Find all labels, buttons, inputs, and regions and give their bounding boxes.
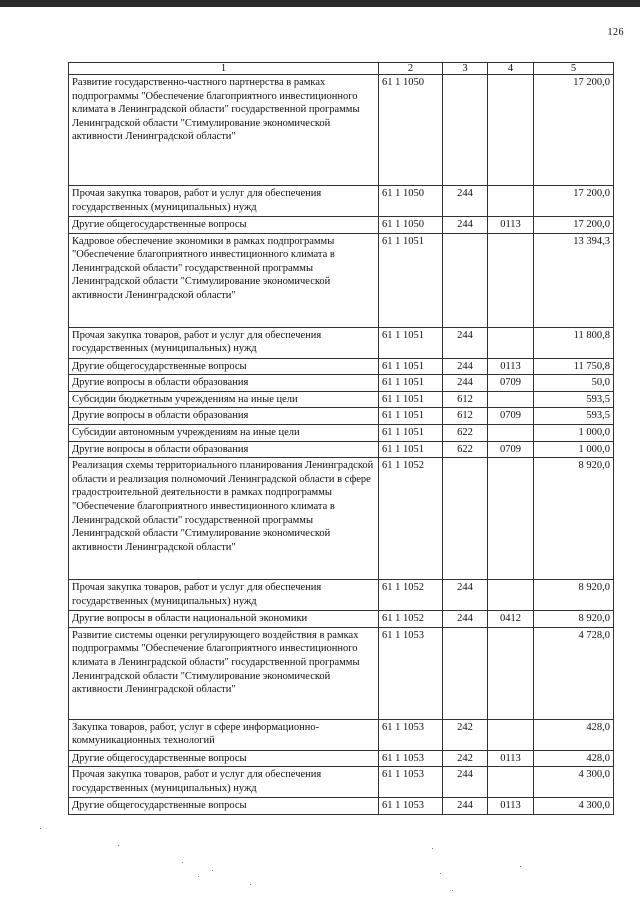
row-vr-cell: 244 bbox=[443, 798, 488, 815]
row-vr-cell: 244 bbox=[443, 217, 488, 234]
row-name-cell: Кадровое обеспечение экономики в рамках подпрограммы "Обеспечение благоприятного инвестиционного климата в Ленинградской области" государственной программы Ленинградской области "Стимулирование экономической активности Ленинградской области" bbox=[69, 233, 379, 327]
row-sum-cell: 8 920,0 bbox=[534, 580, 614, 611]
row-name-cell: Прочая закупка товаров, работ и услуг для обеспечения государственных (муниципальных) нужд bbox=[69, 580, 379, 611]
row-rz-cell: 0412 bbox=[488, 611, 534, 628]
table-row bbox=[69, 233, 614, 327]
row-code-cell: 61 1 1053 bbox=[379, 750, 443, 767]
row-code-cell: 61 1 1051 bbox=[379, 424, 443, 441]
row-sum-cell: 1 000,0 bbox=[534, 441, 614, 458]
row-sum-cell: 11 750,8 bbox=[534, 358, 614, 375]
col-header-name: 1 bbox=[69, 63, 379, 75]
row-vr-cell: 612 bbox=[443, 408, 488, 425]
row-rz-cell bbox=[488, 719, 534, 750]
row-rz-cell bbox=[488, 767, 534, 798]
row-rz-cell bbox=[488, 75, 534, 186]
row-code-cell: 61 1 1053 bbox=[379, 767, 443, 798]
row-code-cell: 61 1 1051 bbox=[379, 375, 443, 392]
table-row bbox=[69, 424, 614, 441]
row-rz-cell bbox=[488, 327, 534, 358]
row-vr-cell: 622 bbox=[443, 441, 488, 458]
table-row bbox=[69, 217, 614, 234]
table-row bbox=[69, 75, 614, 186]
row-name-cell: Другие общегосударственные вопросы bbox=[69, 217, 379, 234]
page-number: 126 bbox=[607, 27, 624, 38]
row-rz-cell: 0113 bbox=[488, 798, 534, 815]
row-vr-cell: 244 bbox=[443, 327, 488, 358]
table-row bbox=[69, 580, 614, 611]
row-rz-cell: 0113 bbox=[488, 217, 534, 234]
row-rz-cell: 0709 bbox=[488, 408, 534, 425]
row-name-cell: Другие общегосударственные вопросы bbox=[69, 798, 379, 815]
row-code-cell: 61 1 1051 bbox=[379, 391, 443, 408]
row-vr-cell bbox=[443, 233, 488, 327]
table-row bbox=[69, 767, 614, 798]
row-code-cell: 61 1 1051 bbox=[379, 358, 443, 375]
row-sum-cell: 11 800,8 bbox=[534, 327, 614, 358]
row-sum-cell: 428,0 bbox=[534, 750, 614, 767]
row-sum-cell: 8 920,0 bbox=[534, 611, 614, 628]
row-rz-cell bbox=[488, 580, 534, 611]
row-code-cell: 61 1 1052 bbox=[379, 580, 443, 611]
row-sum-cell: 4 728,0 bbox=[534, 627, 614, 719]
table-row bbox=[69, 458, 614, 580]
row-code-cell: 61 1 1051 bbox=[379, 327, 443, 358]
row-rz-cell bbox=[488, 391, 534, 408]
col-header-vr: 3 bbox=[443, 63, 488, 75]
row-vr-cell: 244 bbox=[443, 186, 488, 217]
row-name-cell: Прочая закупка товаров, работ и услуг для обеспечения государственных (муниципальных) нужд bbox=[69, 186, 379, 217]
table-row bbox=[69, 358, 614, 375]
table-row bbox=[69, 750, 614, 767]
row-sum-cell: 17 200,0 bbox=[534, 75, 614, 186]
row-vr-cell: 242 bbox=[443, 719, 488, 750]
row-name-cell: Развитие государственно-частного партнерства в рамках подпрограммы "Обеспечение благоприятного инвестиционного климата в Ленинградской области" государственной программы Ленинградской области "Стимулирование экономической активности Ленинградской области" bbox=[69, 75, 379, 186]
row-vr-cell: 244 bbox=[443, 767, 488, 798]
row-code-cell: 61 1 1052 bbox=[379, 611, 443, 628]
row-rz-cell: 0113 bbox=[488, 358, 534, 375]
row-sum-cell: 17 200,0 bbox=[534, 217, 614, 234]
table-row bbox=[69, 408, 614, 425]
col-header-rz: 4 bbox=[488, 63, 534, 75]
row-sum-cell: 593,5 bbox=[534, 391, 614, 408]
row-code-cell: 61 1 1050 bbox=[379, 75, 443, 186]
table-row bbox=[69, 391, 614, 408]
row-rz-cell bbox=[488, 627, 534, 719]
row-sum-cell: 4 300,0 bbox=[534, 767, 614, 798]
row-code-cell: 61 1 1051 bbox=[379, 441, 443, 458]
table-row bbox=[69, 186, 614, 217]
row-name-cell: Другие вопросы в области образования bbox=[69, 375, 379, 392]
row-code-cell: 61 1 1053 bbox=[379, 627, 443, 719]
row-code-cell: 61 1 1051 bbox=[379, 233, 443, 327]
budget-table bbox=[68, 62, 614, 815]
row-vr-cell bbox=[443, 627, 488, 719]
row-rz-cell bbox=[488, 424, 534, 441]
table-row bbox=[69, 627, 614, 719]
row-sum-cell: 1 000,0 bbox=[534, 424, 614, 441]
row-vr-cell: 242 bbox=[443, 750, 488, 767]
row-vr-cell: 244 bbox=[443, 375, 488, 392]
row-rz-cell: 0113 bbox=[488, 750, 534, 767]
row-sum-cell: 50,0 bbox=[534, 375, 614, 392]
table-row bbox=[69, 327, 614, 358]
row-sum-cell: 17 200,0 bbox=[534, 186, 614, 217]
row-code-cell: 61 1 1053 bbox=[379, 798, 443, 815]
row-vr-cell: 612 bbox=[443, 391, 488, 408]
header-row bbox=[69, 63, 614, 75]
row-sum-cell: 4 300,0 bbox=[534, 798, 614, 815]
col-header-code: 2 bbox=[379, 63, 443, 75]
row-rz-cell bbox=[488, 233, 534, 327]
row-code-cell: 61 1 1050 bbox=[379, 217, 443, 234]
row-vr-cell bbox=[443, 458, 488, 580]
row-name-cell: Реализация схемы территориального планирования Ленинградской области и реализация полномочий Ленинградской области в сфере градостроительной деятельности в рамках подпрограммы "Обеспечение благоприятного инвестиционного климата в Ленинградской области" государственной программы Ленинградской области "Стимулирование экономической активности Ленинградской области" bbox=[69, 458, 379, 580]
row-vr-cell bbox=[443, 75, 488, 186]
row-sum-cell: 13 394,3 bbox=[534, 233, 614, 327]
col-header-sum: 5 bbox=[534, 63, 614, 75]
row-name-cell: Закупка товаров, работ, услуг в сфере информационно-коммуникационных технологий bbox=[69, 719, 379, 750]
row-name-cell: Прочая закупка товаров, работ и услуг для обеспечения государственных (муниципальных) нужд bbox=[69, 767, 379, 798]
row-vr-cell: 244 bbox=[443, 611, 488, 628]
row-name-cell: Прочая закупка товаров, работ и услуг для обеспечения государственных (муниципальных) нужд bbox=[69, 327, 379, 358]
row-name-cell: Субсидии бюджетным учреждениям на иные цели bbox=[69, 391, 379, 408]
row-name-cell: Другие вопросы в области образования bbox=[69, 441, 379, 458]
row-vr-cell: 622 bbox=[443, 424, 488, 441]
row-code-cell: 61 1 1050 bbox=[379, 186, 443, 217]
row-rz-cell bbox=[488, 458, 534, 580]
table-row bbox=[69, 441, 614, 458]
row-code-cell: 61 1 1053 bbox=[379, 719, 443, 750]
row-vr-cell: 244 bbox=[443, 580, 488, 611]
table-row bbox=[69, 375, 614, 392]
row-name-cell: Субсидии автономным учреждениям на иные цели bbox=[69, 424, 379, 441]
row-name-cell: Другие общегосударственные вопросы bbox=[69, 358, 379, 375]
row-name-cell: Другие вопросы в области национальной экономики bbox=[69, 611, 379, 628]
row-name-cell: Другие общегосударственные вопросы bbox=[69, 750, 379, 767]
row-rz-cell: 0709 bbox=[488, 441, 534, 458]
row-name-cell: Развитие системы оценки регулирующего воздействия в рамках подпрограммы "Обеспечение благоприятного инвестиционного климата в Ленинградской области" государственной программы Ленинградской области "Стимулирование экономической активности Ленинградской области" bbox=[69, 627, 379, 719]
row-sum-cell: 593,5 bbox=[534, 408, 614, 425]
table-row bbox=[69, 719, 614, 750]
row-code-cell: 61 1 1052 bbox=[379, 458, 443, 580]
row-vr-cell: 244 bbox=[443, 358, 488, 375]
row-name-cell: Другие вопросы в области образования bbox=[69, 408, 379, 425]
row-sum-cell: 428,0 bbox=[534, 719, 614, 750]
row-code-cell: 61 1 1051 bbox=[379, 408, 443, 425]
scan-top-border bbox=[0, 0, 640, 7]
row-sum-cell: 8 920,0 bbox=[534, 458, 614, 580]
row-rz-cell: 0709 bbox=[488, 375, 534, 392]
table-row bbox=[69, 798, 614, 815]
table-row bbox=[69, 611, 614, 628]
row-rz-cell bbox=[488, 186, 534, 217]
